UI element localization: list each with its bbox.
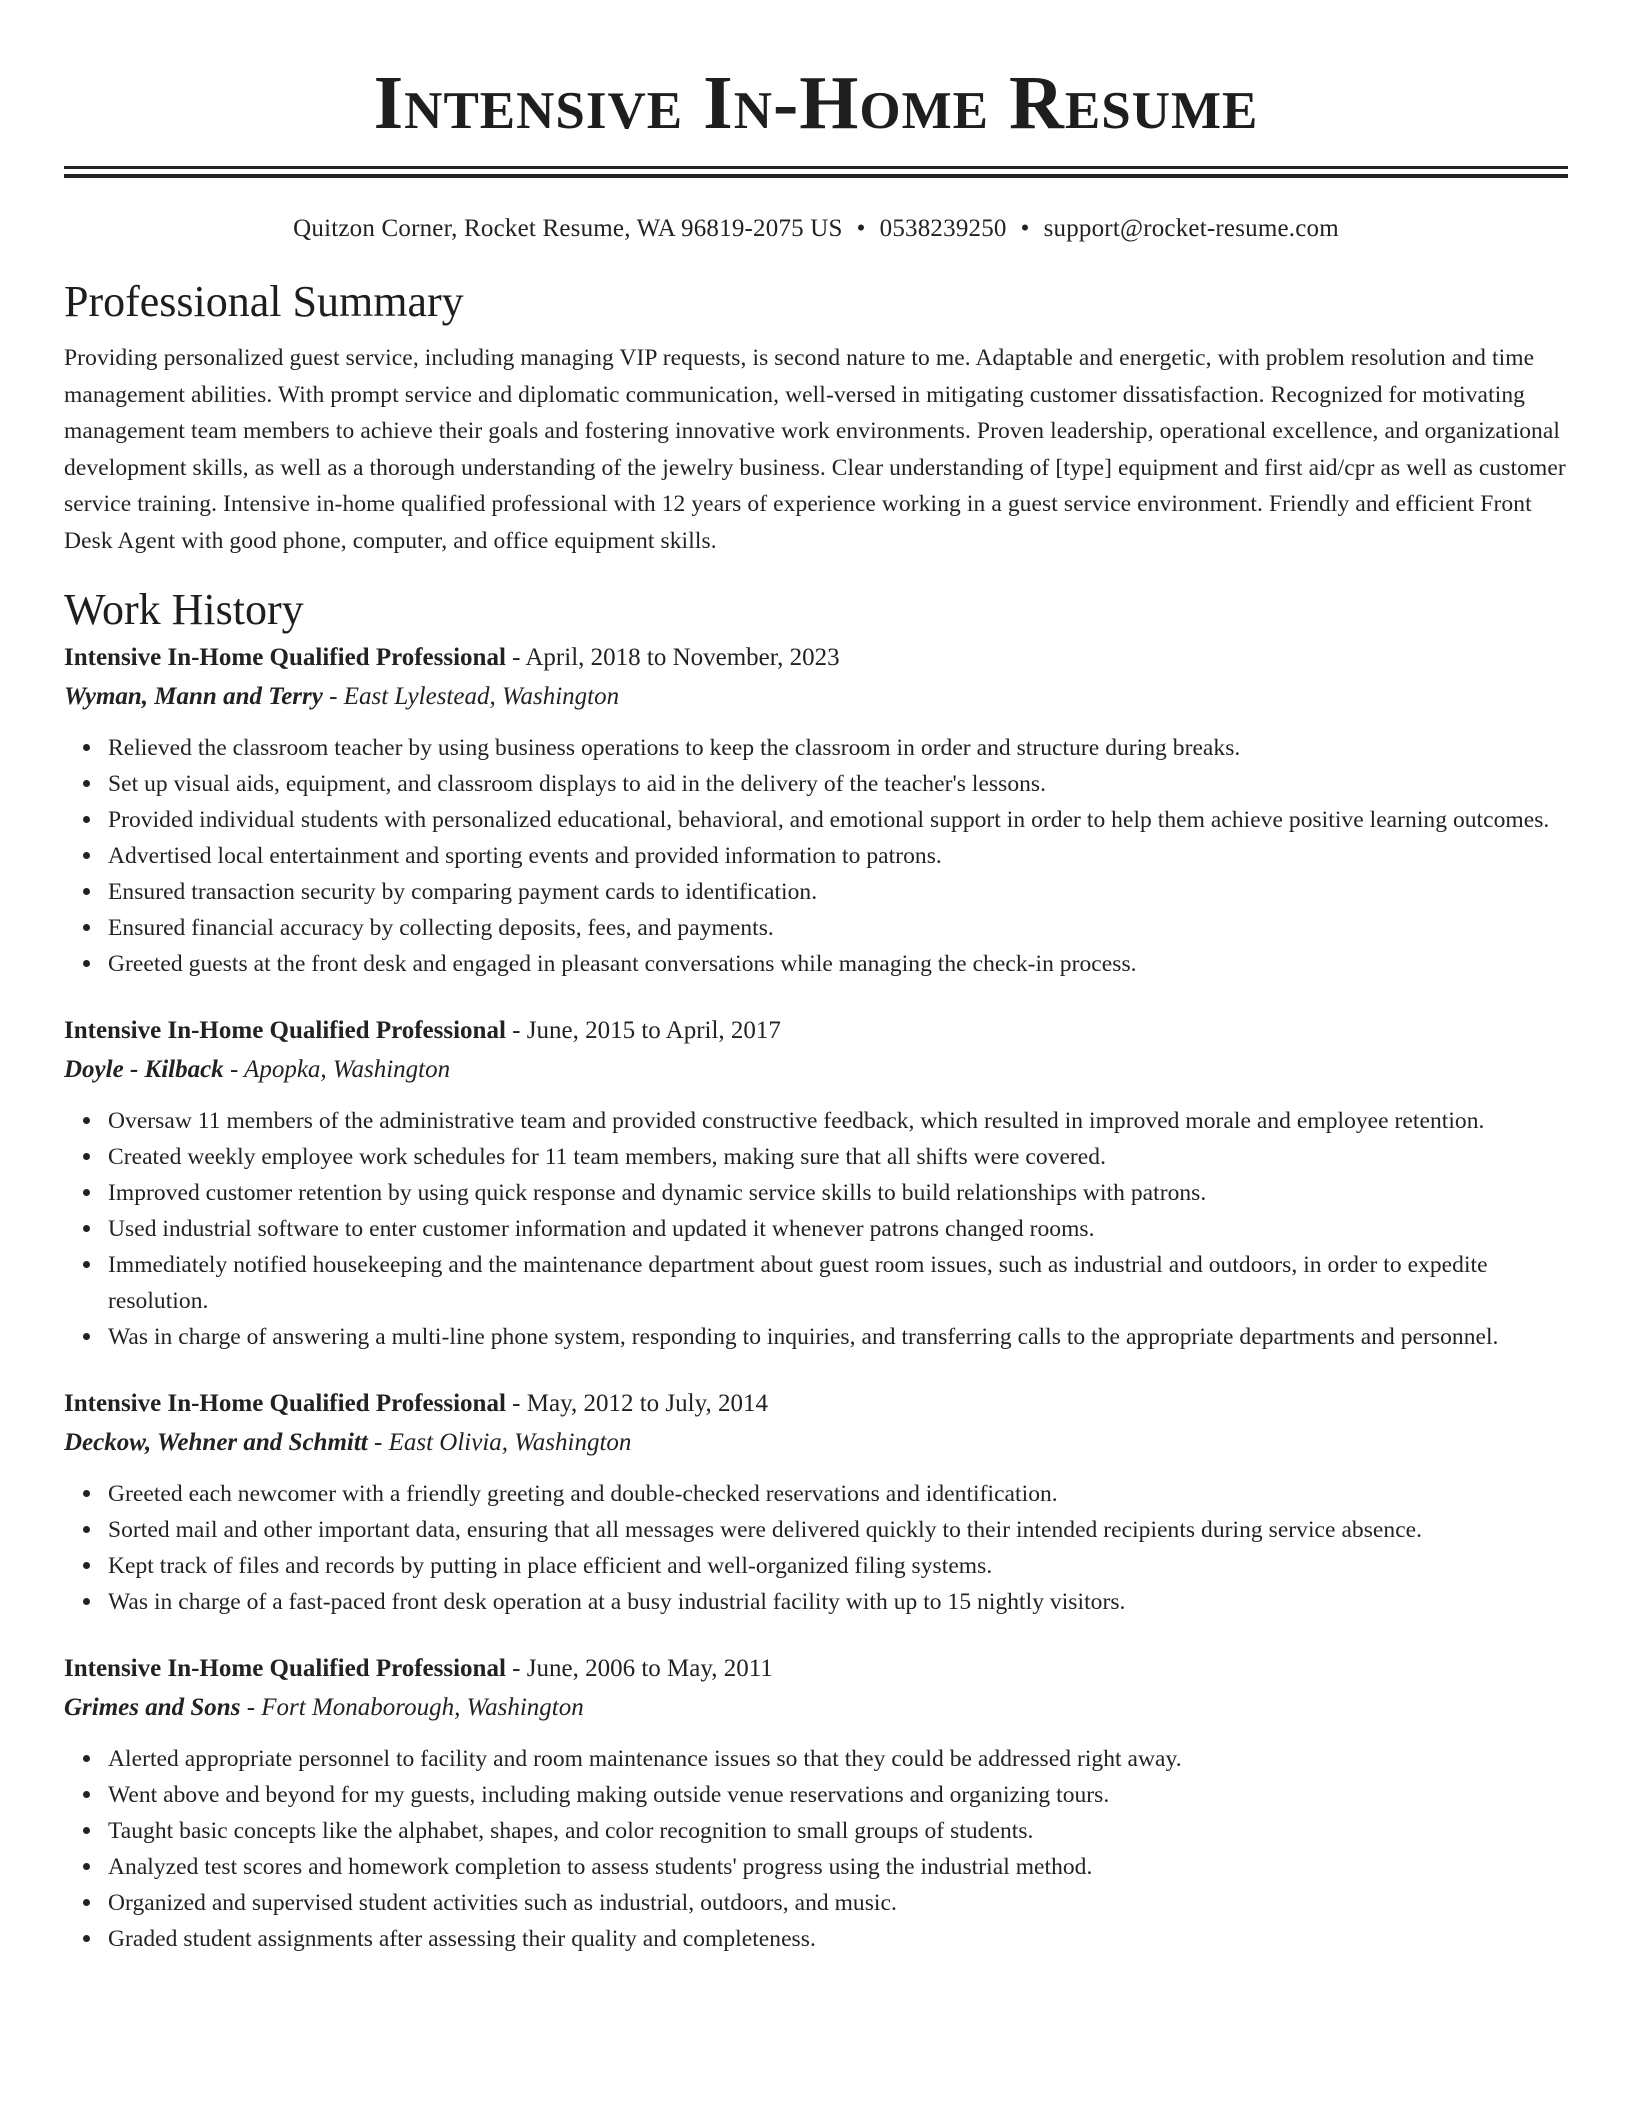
job-entry (64, 1649, 1568, 1957)
job-bullet-list (64, 730, 1568, 982)
job-dates: - June, 2006 to May, 2011 (505, 1654, 773, 1682)
resume-title: Intensive In-Home Resume (373, 61, 1259, 145)
company-name: Doyle - Kilback (64, 1055, 224, 1083)
job-bullet: Analyzed test scores and homework completion to assess students' progress using the industrial method. (108, 1849, 1568, 1885)
job-title: Intensive In-Home Qualified Professional (64, 1654, 506, 1682)
job-entry (64, 1011, 1568, 1355)
summary-text: Providing personalized guest service, including managing VIP requests, is second nature to me. Adaptable and energetic, with problem resolution and time management abilities. With prompt service and diplomatic communication, well-versed in mitigating customer dissatisfaction. Recognized for motivating management team members to achieve their goals and fostering innovative work environments. Proven leadership, operational excellence, and organizational development skills, as well as a thorough understanding of the jewelry business. Clear understanding of [type] equipment and first aid/cpr as well as customer service training. Intensive in-home qualified professional with 12 years of experience working in a guest service environment. Friendly and efficient Front Desk Agent with good phone, computer, and office equipment skills. (64, 345, 1566, 554)
job-bullet: Sorted mail and other important data, ensuring that all messages were delivered quickly to their intended recipients during service absence. (108, 1512, 1568, 1548)
job-title: Intensive In-Home Qualified Professional (64, 1389, 506, 1417)
job-bullet: Ensured transaction security by comparing payment cards to identification. (108, 874, 1568, 910)
job-bullet: Went above and beyond for my guests, including making outside venue reservations and organizing tours. (108, 1777, 1568, 1813)
company-name: Wyman, Mann and Terry (64, 682, 323, 710)
contact-separator: • (1020, 215, 1030, 242)
job-bullet: Created weekly employee work schedules for 11 team members, making sure that all shifts were covered. (108, 1139, 1568, 1175)
job-bullet: Provided individual students with personalized educational, behavioral, and emotional support in order to help them achieve positive learning outcomes. (108, 802, 1568, 838)
contact-line (64, 212, 1568, 246)
job-company-line (64, 1688, 1568, 1727)
job-title-line (64, 1011, 1568, 1050)
contact-address: Quitzon Corner, Rocket Resume, WA 96819-2075 US (293, 215, 843, 242)
job-bullet: Greeted each newcomer with a friendly greeting and double-checked reservations and identification. (108, 1476, 1568, 1512)
job-bullet: Greeted guests at the front desk and engaged in pleasant conversations while managing the check-in process. (108, 946, 1568, 982)
job-dates: - June, 2015 to April, 2017 (505, 1016, 781, 1044)
job-title-line (64, 1384, 1568, 1423)
job-bullet: Relieved the classroom teacher by using business operations to keep the classroom in order and structure during breaks. (108, 730, 1568, 766)
job-dates: - April, 2018 to November, 2023 (505, 643, 840, 671)
contact-email: support@rocket-resume.com (1043, 215, 1339, 242)
job-bullet: Alerted appropriate personnel to facility and room maintenance issues so that they could be addressed right away. (108, 1741, 1568, 1777)
job-bullet: Immediately notified housekeeping and the maintenance department about guest room issues, such as industrial and outdoors, in order to expedite resolution. (108, 1247, 1568, 1319)
work-history-list (64, 638, 1568, 1957)
company-name: Grimes and Sons (64, 1693, 241, 1721)
company-location: - East Olivia, Washington (367, 1428, 632, 1456)
job-bullet-list (64, 1476, 1568, 1620)
job-entry (64, 638, 1568, 982)
job-bullet: Ensured financial accuracy by collecting deposits, fees, and payments. (108, 910, 1568, 946)
company-name: Deckow, Wehner and Schmitt (64, 1428, 368, 1456)
job-bullet: Kept track of files and records by putting in place efficient and well-organized filing systems. (108, 1548, 1568, 1584)
job-title-line (64, 638, 1568, 677)
title-double-rule (64, 166, 1568, 178)
job-bullet: Oversaw 11 members of the administrative team and provided constructive feedback, which resulted in improved morale and employee retention. (108, 1103, 1568, 1139)
job-bullet: Improved customer retention by using quick response and dynamic service skills to build relationships with patrons. (108, 1175, 1568, 1211)
job-dates: - May, 2012 to July, 2014 (505, 1389, 768, 1417)
job-bullet-list (64, 1741, 1568, 1957)
job-bullet: Was in charge of answering a multi-line phone system, responding to inquiries, and transferring calls to the appropriate departments and personnel. (108, 1319, 1568, 1355)
company-location: - Apopka, Washington (223, 1055, 451, 1083)
job-bullet: Organized and supervised student activities such as industrial, outdoors, and music. (108, 1885, 1568, 1921)
job-bullet: Used industrial software to enter customer information and updated it whenever patrons changed rooms. (108, 1211, 1568, 1247)
job-bullet: Taught basic concepts like the alphabet, shapes, and color recognition to small groups of students. (108, 1813, 1568, 1849)
job-bullet: Set up visual aids, equipment, and classroom displays to aid in the delivery of the teacher's lessons. (108, 766, 1568, 802)
job-title: Intensive In-Home Qualified Professional (64, 643, 506, 671)
job-company-line (64, 677, 1568, 716)
job-entry (64, 1384, 1568, 1620)
company-location: - Fort Monaborough, Washington (240, 1693, 584, 1721)
company-location: - East Lylestead, Washington (322, 682, 620, 710)
job-company-line (64, 1050, 1568, 1089)
contact-phone: 0538239250 (879, 215, 1007, 242)
job-bullet: Graded student assignments after assessing their quality and completeness. (108, 1921, 1568, 1957)
job-bullet: Advertised local entertainment and sporting events and provided information to patrons. (108, 838, 1568, 874)
job-title-line (64, 1649, 1568, 1688)
contact-separator: • (856, 215, 866, 242)
summary-heading: Professional Summary (64, 277, 464, 326)
job-bullet: Was in charge of a fast-paced front desk operation at a busy industrial facility with up to 15 nightly visitors. (108, 1584, 1568, 1620)
job-company-line (64, 1423, 1568, 1462)
job-bullet-list (64, 1103, 1568, 1355)
job-title: Intensive In-Home Qualified Professional (64, 1016, 506, 1044)
work-history-heading: Work History (64, 584, 304, 634)
